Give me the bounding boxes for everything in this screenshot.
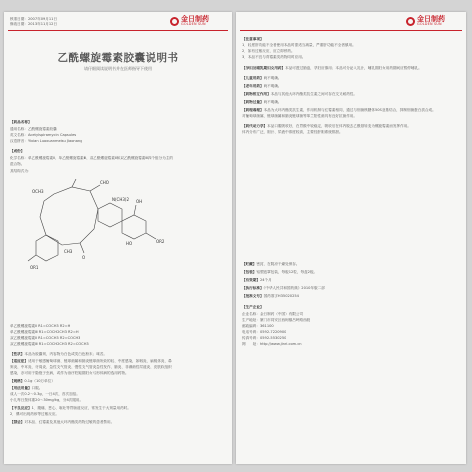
section-text: 1．腹痛、恶心、呕吐等胃肠道反应，常发生于大剂量用药时。 <box>31 406 131 410</box>
section-text: 本品为胶囊剂，内容物为白色或类白色粉末；味苦。 <box>24 352 108 356</box>
sun-logo-icon <box>170 17 179 26</box>
section-label: 【药代动力学】 <box>242 124 268 128</box>
section-label: 【药物过量】 <box>242 100 264 104</box>
section-text: 成人一次0.2～0.3g，一日4次，首次加倍。 <box>10 392 80 396</box>
header-rule <box>240 30 462 31</box>
structure-caption: 其结构式为： <box>10 169 32 173</box>
section-text: 24个月 <box>259 278 272 282</box>
substituent-row: 双乙酰螺旋霉素Ⅲ R1=COCH2CH3 R2=COCH3 <box>10 342 89 346</box>
notes-header: 【注意事项】 <box>242 37 264 41</box>
section-label: 【禁忌】 <box>10 420 25 424</box>
section-label: 【孕妇及哺乳期妇女用药】 <box>242 66 286 70</box>
formula-label: OH <box>136 199 143 204</box>
english-name: 英文名称：Acetylspiramycin Capsules <box>10 133 77 137</box>
section-label: 【有效期】 <box>242 278 260 282</box>
section-text: 本品为大环内酯类抗生素，作用机制与红霉素相同，通过与细菌核糖体50S亚基结合，抑制细菌蛋白质合成。 <box>263 108 436 112</box>
note-line: 2．如有过敏反应，应立即停药。 <box>242 49 295 53</box>
section-text: 2．偶可出现药疹等过敏反应。 <box>10 412 60 416</box>
revision-date: 修改日期：2013年11月12日 <box>10 22 58 26</box>
sugar-ring-2 <box>122 215 146 239</box>
structural-formula <box>24 179 174 279</box>
section-line <box>10 365 226 369</box>
section-label: 【执行标准】 <box>242 286 264 290</box>
ingredients-header: 【成份】 <box>10 149 25 153</box>
section-text: 本品可透过胎盘，孕妇应慎用；本品可分泌入乳汁，哺乳期妇女用药期间应暂停哺乳。 <box>285 66 422 70</box>
section-text: 0.1g（10万单位） <box>24 379 55 383</box>
logo-text-en: GOLDEN SUN <box>181 22 206 26</box>
chemical-name-line: 化学名称：单乙酰螺旋霉素Ⅱ、单乙酰螺旋霉素Ⅲ、双乙酰螺旋霉素Ⅱ和双乙酰螺旋霉素Ⅲ四个组分为主的 <box>10 156 174 160</box>
section-text: 本品与其他大环内酯类抗生素之间可存在交叉耐药性。 <box>270 92 357 96</box>
document-subtitle: 请仔细阅读说明书并在医师指导下使用 <box>84 66 152 71</box>
section-line <box>242 270 460 274</box>
section-line <box>242 76 460 80</box>
section-text: 国药准字H35020254 <box>263 294 299 298</box>
company-info-line: 传真号码：0592-5530250 <box>242 336 287 340</box>
section-label: 【性状】 <box>10 352 25 356</box>
company-logo <box>170 16 209 27</box>
section-label: 【儿童用药】 <box>242 76 264 80</box>
section-label: 【药理毒理】 <box>242 108 264 112</box>
section-line <box>10 412 226 416</box>
section-text: 对葡萄球菌属、链球菌属和肺炎链球菌等革兰阳性菌具有良好抗菌作用。 <box>242 114 357 118</box>
substituent-row: 双乙酰螺旋霉素Ⅱ R1=COCH3 R2=COCH3 <box>10 336 81 340</box>
approval-date: 核准日期：2007年09月11日 <box>10 17 58 21</box>
logo-text-cn: 金日制药 <box>417 15 445 23</box>
section-label: 【规格】 <box>10 379 25 383</box>
logo-text-cn: 金日制药 <box>181 15 209 23</box>
formula-label: OR1 <box>30 265 39 270</box>
section-line <box>242 100 460 104</box>
section-text: 尚不明确。 <box>263 84 282 88</box>
leaflet-page-left <box>4 12 232 464</box>
company-info-line: 生产地址：厦门市同安区西柯镇吕岭路西段 <box>242 318 311 322</box>
generic-name: 通用名称：乙酰螺旋霉素胶囊 <box>10 127 57 131</box>
section-line <box>10 371 226 375</box>
logo-text-en: GOLDEN SUN <box>417 22 442 26</box>
section-line <box>10 386 226 390</box>
section-line <box>242 92 460 96</box>
note-line: 1．轻度肝功能不全者使用本品时需适当减量，严重肝功能不全者慎用。 <box>242 43 356 47</box>
formula-label: CH3 <box>64 249 73 254</box>
section-text: 尚不明确。 <box>263 100 282 104</box>
company-logo <box>406 16 445 27</box>
formula-label: OR2 <box>156 239 165 244</box>
section-line <box>242 124 460 128</box>
section-line <box>10 406 226 410</box>
formula-label: OCH3 <box>32 189 44 194</box>
section-label: 【药物相互作用】 <box>242 92 271 96</box>
sun-logo-icon <box>406 17 415 26</box>
company-info-line: 邮政编码：361100 <box>242 324 274 328</box>
company-info-line: 电话号码：0592-7220900 <box>242 330 287 334</box>
section-label: 【不良反应】 <box>10 406 32 410</box>
company-info-line: 企业名称：金日制药（中国）有限公司 <box>242 312 304 316</box>
formula-label: HO <box>126 241 133 246</box>
substituent-row: 单乙酰螺旋霉素Ⅱ R1=COCH3 R2=H <box>10 324 71 328</box>
section-line <box>10 398 226 402</box>
section-text: 小儿每日按体重20～30mg/kg，分4次服用。 <box>10 398 84 402</box>
document-title: 乙酰螺旋霉素胶囊说明书 <box>57 52 179 64</box>
section-line <box>10 352 226 356</box>
section-label: 【适应症】 <box>10 359 28 363</box>
section-line <box>242 66 460 70</box>
section-text: 感染，亦可用于隐孢子虫病，或作为治疗妊娠期妇女弓形体病的选用药物。 <box>10 371 129 375</box>
formula-label: O <box>82 255 86 260</box>
section-text: 对本品、红霉素及其他大环内酯类药物过敏的患者禁用。 <box>24 420 115 424</box>
section-text: 窦炎、中耳炎、牙周炎、急性支气管炎、慢性支气管炎急性发作、肺炎、非淋菌性尿道炎、皮肤软组织 <box>10 365 172 369</box>
formula-label: CHO <box>100 180 109 185</box>
section-line <box>242 114 460 118</box>
section-label: 【批准文号】 <box>242 294 264 298</box>
section-line <box>10 359 226 363</box>
section-line <box>242 84 460 88</box>
section-line <box>242 108 460 112</box>
section-line <box>10 420 226 424</box>
section-text: 尚不明确。 <box>263 76 282 80</box>
section-line <box>242 262 460 266</box>
header-rule <box>8 30 228 31</box>
section-label: 【包装】 <box>242 270 257 274</box>
section-line <box>10 392 226 396</box>
section-line <box>242 130 460 134</box>
drug-name-header: 【药品名称】 <box>10 120 32 124</box>
sugar-ring-3 <box>36 235 58 261</box>
company-info-line: 网 址：http://www.jinri.com.cn <box>242 342 302 346</box>
section-line <box>242 294 460 298</box>
molecule-diagram <box>24 179 174 279</box>
section-line <box>242 278 460 282</box>
sugar-ring-1 <box>98 203 122 227</box>
section-text: 本品口服吸收好，在胃酸中较稳定，吸收后在体内脱去乙酰基转变为螺旋霉素而发挥作用。 <box>267 124 411 128</box>
leaflet-page-right <box>236 12 466 464</box>
section-text: 适用于敏感葡萄球菌、链球菌属和肺炎链球菌所致的轻、中度感染，如咽炎、扁桃体炎、鼻 <box>27 359 172 363</box>
section-label: 【老年用药】 <box>242 84 264 88</box>
pinyin-name: 汉语拼音：Yixian Luoxuanmeisu Jiaonang <box>10 139 83 143</box>
section-label: 【用法用量】 <box>10 386 32 390</box>
manufacturer-header: 【生产企业】 <box>242 305 264 309</box>
substituent-row: 单乙酰螺旋霉素Ⅲ R1=COCH2CH3 R2=H <box>10 330 79 334</box>
section-text: 口服。 <box>31 386 43 390</box>
chemical-name-line: 混合物。 <box>10 162 25 166</box>
section-line <box>242 286 460 290</box>
section-text: 铝塑泡罩包装，每板12粒，每盒2板。 <box>256 270 318 274</box>
section-text: 密封，在阴凉干燥处保存。 <box>256 262 300 266</box>
section-text: 体内分布广泛，胆汁、尿液中浓度较高，主要经肝胆系统排泄。 <box>242 130 343 134</box>
section-text: 《中华人民共和国药典》2010年版二部 <box>263 286 325 290</box>
note-line: 3．本品不宜与青霉素类药物同时应用。 <box>242 55 306 59</box>
section-label: 【贮藏】 <box>242 262 257 266</box>
formula-label: N(CH3)2 <box>112 197 130 202</box>
section-line <box>10 379 226 383</box>
